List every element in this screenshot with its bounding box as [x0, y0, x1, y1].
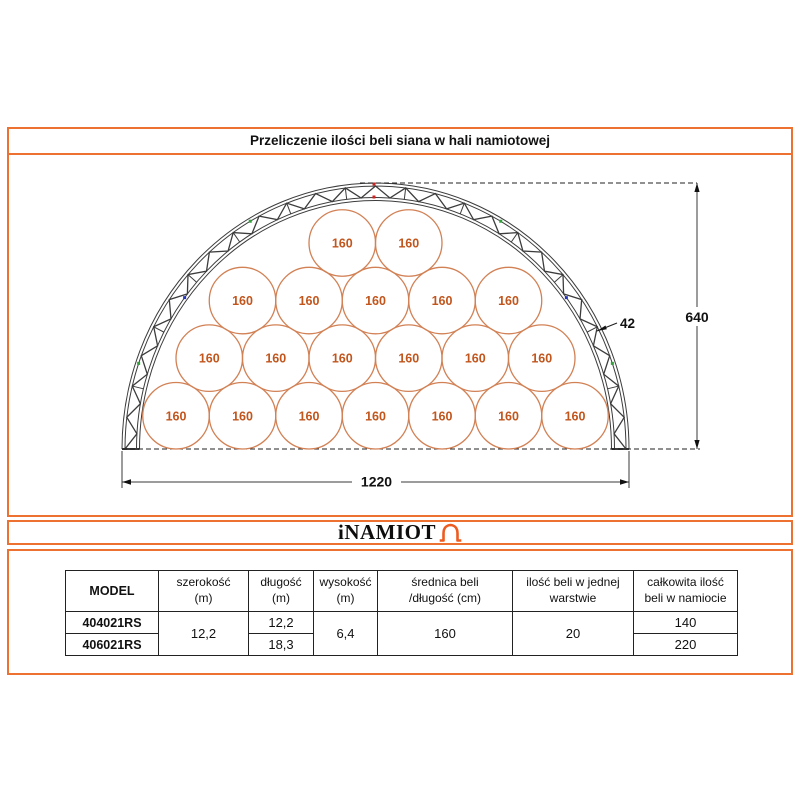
- joint-marker: [373, 196, 376, 199]
- col-header-calkowita: całkowita ilość beli w namiocie: [634, 571, 738, 612]
- joint-marker: [499, 220, 502, 223]
- tent-cross-section-diagram: [9, 155, 791, 515]
- col-header-wysokosc: wysokość (m): [314, 571, 378, 612]
- bale-label: 160: [464, 351, 486, 366]
- brand-logo: [338, 522, 462, 543]
- logo-text: iNAMIOT: [338, 520, 436, 544]
- bale-label: 160: [198, 351, 220, 366]
- bale-label: 160: [498, 294, 519, 309]
- dim-arrow-right: [620, 479, 629, 484]
- bale-label: 160: [331, 351, 353, 366]
- table-header-row: [66, 571, 738, 612]
- truss-post: [404, 188, 405, 199]
- truss-post: [233, 233, 240, 242]
- tent-arch-icon: [439, 522, 462, 543]
- logo-band: [7, 520, 793, 545]
- col-header-model: MODEL: [66, 571, 159, 612]
- joint-marker: [565, 296, 568, 299]
- cell-calkowita-1: 140: [634, 612, 738, 634]
- cell-dlugosc-1: 12,2: [249, 612, 314, 634]
- dim-arrow-left: [122, 479, 131, 484]
- document-page: [7, 127, 793, 675]
- bale-label: 160: [331, 236, 353, 251]
- spec-panel: [7, 549, 793, 675]
- dim-arrow-top: [694, 183, 699, 192]
- cell-szerokosc: 12,2: [159, 612, 249, 656]
- cell-model-1: 404021RS: [66, 612, 159, 634]
- cell-calkowita-2: 220: [634, 634, 738, 656]
- width-dimension-label: 1220: [360, 473, 393, 490]
- cell-srednica: 160: [378, 612, 513, 656]
- bale-label: 160: [265, 351, 287, 366]
- cell-model-2: 406021RS: [66, 634, 159, 656]
- col-header-szerokosc: szerokość (m): [159, 571, 249, 612]
- drawing-panel: [7, 127, 793, 517]
- bale-label: 160: [232, 294, 253, 309]
- cell-ilosc-warstwa: 20: [513, 612, 634, 656]
- truss-post: [511, 233, 518, 242]
- truss-post: [554, 275, 563, 283]
- cell-wysokosc: 6,4: [314, 612, 378, 656]
- joint-marker: [249, 220, 252, 223]
- bale-label: 160: [232, 409, 253, 424]
- joint-marker: [611, 362, 614, 365]
- bale-label: 160: [431, 294, 453, 309]
- bale-label: 160: [531, 351, 553, 366]
- bale-label: 160: [564, 409, 586, 424]
- bale-label: 160: [298, 294, 320, 309]
- bale-label: 160: [298, 409, 320, 424]
- bale-label: 160: [398, 236, 420, 251]
- bale-label: 160: [165, 409, 187, 424]
- cell-dlugosc-2: 18,3: [249, 634, 314, 656]
- col-header-dlugosc: długość (m): [249, 571, 314, 612]
- table-row-404021rs: [66, 612, 738, 634]
- joint-marker: [183, 296, 186, 299]
- page-title: Przeliczenie ilości beli siana w hali namiotowej: [9, 129, 791, 155]
- bale-label: 160: [365, 409, 386, 424]
- bale-label: 160: [398, 351, 420, 366]
- bale-label: 160: [498, 409, 519, 424]
- bale-label: 160: [431, 409, 453, 424]
- truss-depth-label: 42: [620, 316, 636, 331]
- spec-table: [65, 570, 738, 656]
- diagram-area: [9, 155, 791, 515]
- joint-marker: [137, 362, 140, 365]
- dim-arrow-bottom: [694, 440, 699, 449]
- bale-label: 160: [365, 294, 386, 309]
- truss-post: [188, 275, 197, 283]
- col-header-srednica: średnica beli /długość (cm): [378, 571, 513, 612]
- height-dimension-label: 640: [685, 309, 709, 325]
- truss-post: [345, 188, 346, 199]
- col-header-ilosc-warstwa: ilość beli w jednej warstwie: [513, 571, 634, 612]
